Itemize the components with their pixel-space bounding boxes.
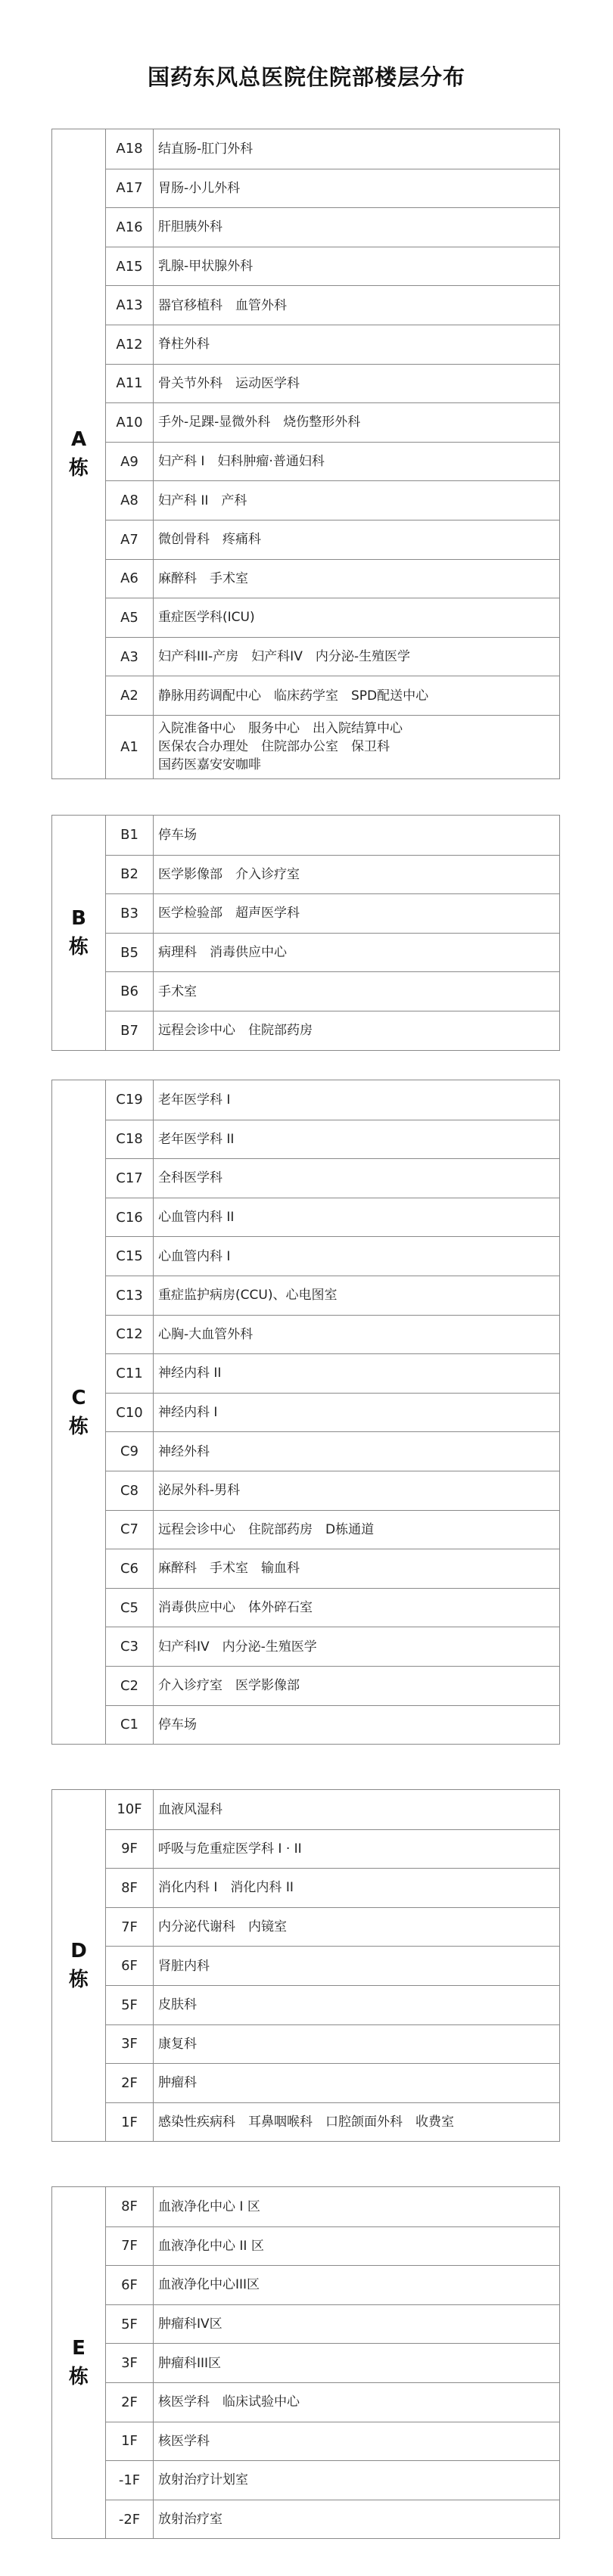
table-row: [106, 1985, 559, 2024]
table-row: [106, 715, 559, 778]
floor-number: B6: [106, 972, 154, 1011]
department-text: 神经内科 II: [158, 1366, 222, 1381]
department-cell: [154, 365, 559, 403]
floor-number: A9: [106, 443, 154, 481]
floor-number: C5: [106, 1589, 154, 1627]
department-cell: [154, 1830, 559, 1869]
floor-number: 3F: [106, 2025, 154, 2064]
table-row: [106, 1829, 559, 1869]
building-table: [51, 1080, 560, 1745]
department-cell: [154, 2103, 559, 2142]
table-row: [106, 1080, 559, 1120]
department-text: 妇产科 I 妇科肿瘤·普通妇科: [158, 454, 325, 470]
floor-number: 1F: [106, 2103, 154, 2142]
department-cell: [154, 481, 559, 520]
department-text: 骨关节外科 运动医学科: [158, 375, 300, 391]
floor-number: 2F: [106, 2064, 154, 2102]
department-cell: [154, 1394, 559, 1432]
floor-number: C15: [106, 1237, 154, 1276]
table-row: [106, 893, 559, 933]
table-row: [106, 1315, 559, 1354]
table-row: [106, 1946, 559, 1985]
floor-number: A5: [106, 598, 154, 637]
floor-number: A6: [106, 560, 154, 598]
table-row: [106, 1353, 559, 1393]
table-row: [106, 247, 559, 286]
department-cell: [154, 1986, 559, 2024]
department-cell: [154, 443, 559, 481]
table-row: [106, 2382, 559, 2422]
table-row: [106, 1198, 559, 1237]
floor-number: A16: [106, 208, 154, 247]
floor-number: A18: [106, 129, 154, 169]
floor-number: C6: [106, 1549, 154, 1588]
department-cell: [154, 676, 559, 715]
table-row: [106, 2063, 559, 2102]
department-text: 泌尿外科-男科: [158, 1483, 241, 1499]
department-cell: [154, 2383, 559, 2422]
table-row: [106, 129, 559, 169]
department-text: 康复科: [158, 2036, 197, 2052]
table-row: [106, 1158, 559, 1198]
table-row: [106, 2460, 559, 2500]
department-text: 放射治疗计划室: [158, 2472, 248, 2488]
department-text: 病理科 消毒供应中心: [158, 945, 287, 961]
floor-number: C16: [106, 1198, 154, 1237]
floor-number: 9F: [106, 1830, 154, 1869]
department-cell: [154, 1159, 559, 1198]
department-text: 国药医嘉安安咖啡: [158, 757, 261, 773]
floor-number: A12: [106, 325, 154, 364]
table-row: [106, 2343, 559, 2382]
department-cell: [154, 2305, 559, 2344]
department-text: 感染性疾病科 耳鼻咽喉科 口腔颌面外科 收费室: [158, 2115, 454, 2130]
department-cell: [154, 1276, 559, 1315]
building-label-text: A: [70, 427, 87, 451]
department-cell: [154, 169, 559, 208]
floor-number: -2F: [106, 2500, 154, 2539]
department-text: 老年医学科 I: [158, 1092, 231, 1108]
floor-number: C19: [106, 1080, 154, 1120]
building-label-text: 栋: [68, 456, 89, 480]
department-cell: [154, 1627, 559, 1666]
department-text: 妇产科 II 产科: [158, 493, 247, 508]
department-text: 静脉用药调配中心 临床药学室 SPD配送中心: [158, 688, 429, 704]
department-text: 心血管内科 I: [158, 1248, 231, 1264]
department-text: 医学影像部 介入诊疗室: [158, 866, 300, 882]
department-cell: [154, 2461, 559, 2500]
department-cell: [154, 325, 559, 364]
floor-number: C17: [106, 1159, 154, 1198]
building-label-text: B: [71, 906, 86, 930]
table-row: [106, 559, 559, 598]
floor-list: [106, 1080, 559, 1744]
department-cell: [154, 972, 559, 1011]
floor-number: 5F: [106, 1986, 154, 2024]
floor-number: C3: [106, 1627, 154, 1666]
department-cell: [154, 208, 559, 247]
floor-number: A15: [106, 247, 154, 286]
department-text: 远程会诊中心 住院部药房: [158, 1023, 313, 1039]
table-row: [106, 1907, 559, 1947]
floor-number: A2: [106, 676, 154, 715]
floor-number: 1F: [106, 2422, 154, 2461]
table-row: [106, 1705, 559, 1745]
department-cell: [154, 638, 559, 676]
department-cell: [154, 856, 559, 894]
table-row: [106, 2304, 559, 2344]
floor-number: C12: [106, 1316, 154, 1354]
building-table: [51, 815, 560, 1051]
department-text: 血液净化中心 I 区: [158, 2198, 260, 2214]
department-text: 核医学科: [158, 2433, 210, 2449]
department-cell: [154, 598, 559, 637]
table-row: [106, 1666, 559, 1705]
building-label-text: 栋: [68, 1415, 89, 1438]
department-text: 全科医学科: [158, 1170, 222, 1186]
department-text: 手外-足踝-显微外科 烧伤整形外科: [158, 415, 361, 430]
building-table: [51, 2186, 560, 2539]
department-cell: [154, 2025, 559, 2064]
table-row: [106, 2102, 559, 2142]
building-label-text: 栋: [68, 1969, 89, 1992]
floor-number: C9: [106, 1432, 154, 1471]
floor-number: A1: [106, 716, 154, 778]
table-row: [106, 676, 559, 715]
floor-number: 8F: [106, 2187, 154, 2226]
department-text: 老年医学科 II: [158, 1131, 235, 1147]
floor-number: 6F: [106, 1947, 154, 1985]
department-cell: [154, 129, 559, 169]
floor-number: C7: [106, 1511, 154, 1549]
building-table: [51, 1789, 560, 2142]
table-row: [106, 2265, 559, 2304]
department-text: 停车场: [158, 1717, 197, 1732]
table-row: [106, 1393, 559, 1432]
department-text: 手术室: [158, 983, 197, 999]
table-row: [106, 1236, 559, 1276]
table-row: [106, 1790, 559, 1829]
table-row: [106, 2422, 559, 2461]
department-cell: [154, 403, 559, 442]
department-text: 器官移植科 血管外科: [158, 297, 287, 313]
department-cell: [154, 716, 559, 778]
table-row: [106, 2500, 559, 2539]
page-title: 国药东风总医院住院部楼层分布: [147, 64, 465, 90]
department-cell: [154, 247, 559, 286]
department-cell: [154, 2227, 559, 2266]
table-row: [106, 1120, 559, 1159]
table-row: [106, 1868, 559, 1907]
floor-number: C10: [106, 1394, 154, 1432]
table-row: [106, 1549, 559, 1588]
table-row: [106, 285, 559, 325]
department-text: 麻醉科 手术室: [158, 570, 248, 586]
table-row: [106, 442, 559, 481]
department-text: 核医学科 临床试验中心: [158, 2394, 300, 2410]
building-label: [52, 1790, 106, 2141]
floor-number: A13: [106, 286, 154, 325]
department-cell: [154, 2500, 559, 2539]
table-row: [106, 1471, 559, 1510]
floor-number: C18: [106, 1120, 154, 1159]
department-text: 肝胆胰外科: [158, 219, 222, 235]
department-cell: [154, 520, 559, 559]
floor-number: 7F: [106, 2227, 154, 2266]
table-row: [106, 1510, 559, 1549]
table-row: [106, 480, 559, 520]
floor-number: B5: [106, 934, 154, 972]
floor-number: B2: [106, 856, 154, 894]
table-row: [106, 816, 559, 855]
floor-number: C1: [106, 1706, 154, 1745]
floor-number: C2: [106, 1667, 154, 1705]
building-label-text: 栋: [68, 935, 89, 959]
department-text: 医保农合办理处 住院部办公室 保卫科: [158, 739, 390, 755]
floor-number: -1F: [106, 2461, 154, 2500]
department-cell: [154, 1316, 559, 1354]
table-row: [106, 1588, 559, 1627]
department-text: 心血管内科 II: [158, 1210, 235, 1226]
department-text: 神经内科 I: [158, 1405, 218, 1421]
floor-list: [106, 816, 559, 1050]
department-cell: [154, 1790, 559, 1829]
table-row: [106, 520, 559, 559]
department-text: 血液净化中心III区: [158, 2277, 260, 2293]
floor-list: [106, 2187, 559, 2538]
department-cell: [154, 1354, 559, 1393]
department-cell: [154, 1869, 559, 1907]
floor-number: A7: [106, 520, 154, 559]
department-text: 肿瘤科IV区: [158, 2317, 222, 2332]
department-text: 妇产科III-产房 妇产科IV 内分泌-生殖医学: [158, 649, 410, 665]
floor-number: C8: [106, 1471, 154, 1510]
department-text: 重症监护病房(CCU)、心电图室: [158, 1288, 338, 1304]
department-text: 麻醉科 手术室 输血科: [158, 1561, 300, 1577]
table-row: [106, 169, 559, 208]
department-text: 入院准备中心 服务中心 出入院结算中心: [158, 721, 403, 737]
department-cell: [154, 1471, 559, 1510]
building-label-text: D: [70, 1940, 87, 1963]
floor-list: [106, 129, 559, 778]
floor-number: 2F: [106, 2383, 154, 2422]
department-cell: [154, 1589, 559, 1627]
building-label: [52, 2187, 106, 2538]
department-text: 介入诊疗室 医学影像部: [158, 1678, 300, 1694]
table-row: [106, 325, 559, 364]
department-cell: [154, 2187, 559, 2226]
department-text: 肿瘤科III区: [158, 2355, 222, 2371]
floor-number: A17: [106, 169, 154, 208]
department-text: 重症医学科(ICU): [158, 610, 255, 626]
department-text: 呼吸与危重症医学科 I · II: [158, 1841, 302, 1857]
department-cell: [154, 1511, 559, 1549]
department-cell: [154, 1237, 559, 1276]
department-cell: [154, 816, 559, 855]
table-row: [106, 1431, 559, 1471]
table-row: [106, 971, 559, 1011]
building-label-text: 栋: [68, 2366, 89, 2389]
floor-number: 10F: [106, 1790, 154, 1829]
department-cell: [154, 1080, 559, 1120]
department-cell: [154, 1549, 559, 1588]
table-row: [106, 2024, 559, 2064]
department-text: 消化内科 I 消化内科 II: [158, 1880, 294, 1896]
department-cell: [154, 2344, 559, 2382]
department-cell: [154, 1432, 559, 1471]
floor-number: C11: [106, 1354, 154, 1393]
department-text: 神经外科: [158, 1443, 210, 1459]
department-text: 放射治疗室: [158, 2512, 222, 2528]
department-cell: [154, 2266, 559, 2304]
table-row: [106, 364, 559, 403]
department-cell: [154, 894, 559, 933]
table-row: [106, 1627, 559, 1666]
department-text: 皮肤科: [158, 1997, 197, 2013]
floor-number: A8: [106, 481, 154, 520]
department-text: 结直肠-肛门外科: [158, 141, 254, 157]
department-cell: [154, 934, 559, 972]
table-row: [106, 1276, 559, 1315]
building-label-text: E: [72, 2337, 86, 2360]
building-label: [52, 1080, 106, 1744]
building-label: [52, 816, 106, 1050]
table-row: [106, 402, 559, 442]
floor-number: 8F: [106, 1869, 154, 1907]
building-label-text: C: [71, 1386, 86, 1409]
department-text: 消毒供应中心 体外碎石室: [158, 1600, 313, 1616]
floor-number: B3: [106, 894, 154, 933]
table-row: [106, 207, 559, 247]
department-cell: [154, 1947, 559, 1985]
department-text: 心胸-大血管外科: [158, 1326, 254, 1342]
department-text: 血液净化中心 II 区: [158, 2238, 264, 2254]
building-label: [52, 129, 106, 778]
floor-number: 3F: [106, 2344, 154, 2382]
department-text: 停车场: [158, 827, 197, 843]
floor-number: A3: [106, 638, 154, 676]
department-cell: [154, 1667, 559, 1705]
department-text: 肿瘤科: [158, 2075, 197, 2091]
department-text: 医学检验部 超声医学科: [158, 906, 300, 921]
department-cell: [154, 1120, 559, 1159]
department-text: 乳腺-甲状腺外科: [158, 259, 254, 275]
department-cell: [154, 1908, 559, 1947]
floor-number: 6F: [106, 2266, 154, 2304]
department-cell: [154, 286, 559, 325]
department-text: 微创骨科 疼痛科: [158, 532, 261, 548]
floor-number: 5F: [106, 2305, 154, 2344]
department-text: 肾脏内科: [158, 1958, 210, 1974]
table-row: [106, 933, 559, 972]
floor-number: C13: [106, 1276, 154, 1315]
table-row: [106, 598, 559, 637]
department-text: 血液风湿科: [158, 1801, 222, 1817]
floor-list: [106, 1790, 559, 2141]
table-row: [106, 2187, 559, 2226]
department-cell: [154, 1198, 559, 1237]
department-text: 内分泌代谢科 内镜室: [158, 1919, 287, 1935]
department-cell: [154, 560, 559, 598]
department-text: 胃肠-小儿外科: [158, 180, 241, 196]
department-text: 远程会诊中心 住院部药房 D栋通道: [158, 1521, 375, 1537]
floor-number: B7: [106, 1011, 154, 1050]
table-row: [106, 1011, 559, 1050]
building-table: [51, 129, 560, 779]
table-row: [106, 855, 559, 894]
department-cell: [154, 1706, 559, 1745]
department-text: 妇产科IV 内分泌-生殖医学: [158, 1639, 317, 1655]
floor-number: B1: [106, 816, 154, 855]
table-row: [106, 2226, 559, 2266]
department-text: 脊柱外科: [158, 337, 210, 353]
floor-number: A10: [106, 403, 154, 442]
department-cell: [154, 1011, 559, 1050]
department-cell: [154, 2064, 559, 2102]
department-cell: [154, 2422, 559, 2461]
floor-number: 7F: [106, 1908, 154, 1947]
table-row: [106, 637, 559, 676]
floor-number: A11: [106, 365, 154, 403]
